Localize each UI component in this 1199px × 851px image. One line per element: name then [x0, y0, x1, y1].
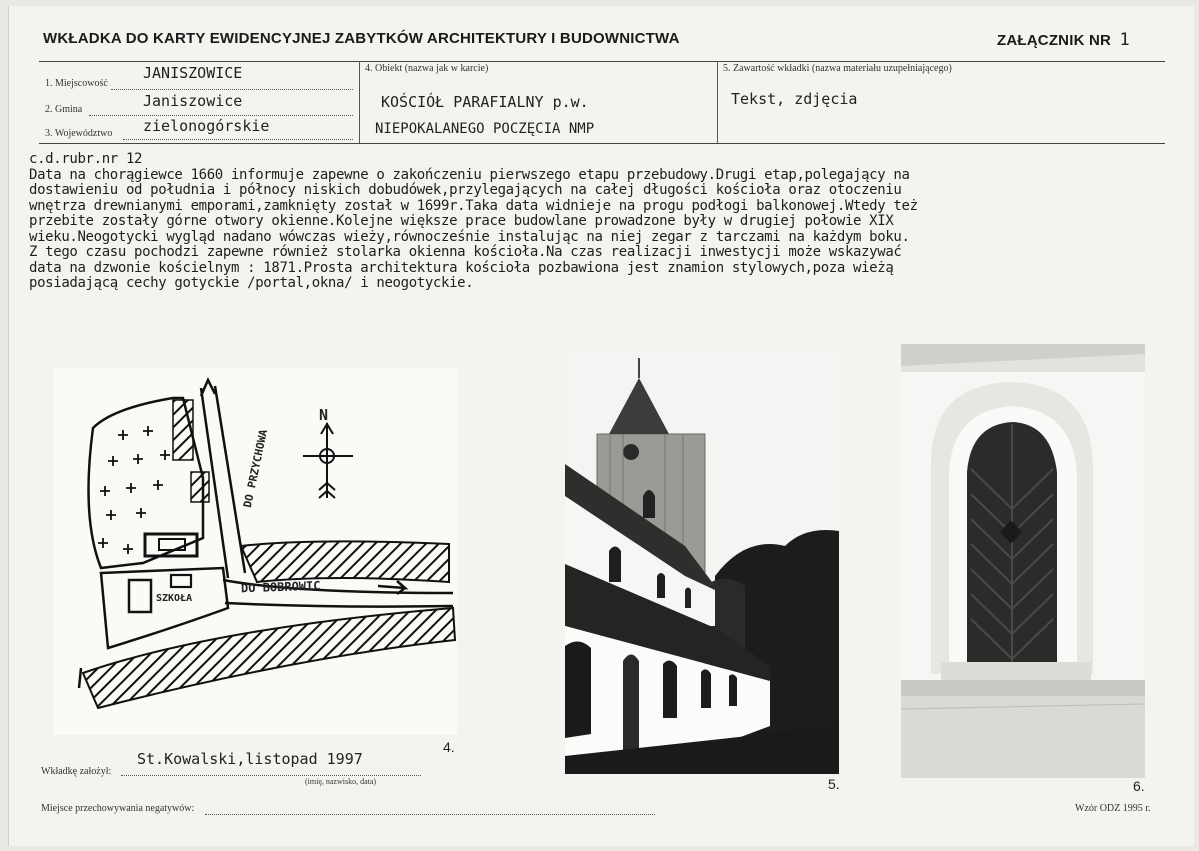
grid-divider-1 — [359, 61, 360, 143]
church-photo-drawing — [565, 346, 839, 774]
text-line: przebite zostały górne otwory okienne.Kolejne większe prace budowlane prowadzone były w drugiej połowie XIX — [29, 213, 894, 229]
photo1-number: 5. — [828, 776, 840, 792]
text-line: wieku.Neogotycki wygląd nadano wówczas wieży,równocześnie instalując na niej zegar z tarczami na każdym boku. — [29, 228, 910, 245]
negatives-dotline — [205, 813, 655, 815]
commune-value: Janiszowice — [143, 92, 243, 110]
form-code: Wzór ODZ 1995 r. — [1075, 803, 1151, 814]
hatched-lower-road — [83, 608, 455, 708]
photo2-number: 6. — [1133, 778, 1145, 794]
site-map-sketch — [53, 368, 457, 735]
grid-bottom-line — [39, 143, 1165, 144]
hatched-building — [173, 400, 193, 460]
north-compass-icon — [303, 423, 353, 498]
commune-dotline — [89, 114, 353, 116]
voivodeship-dotline — [123, 138, 353, 140]
voivodeship-label: 3. Województwo — [45, 128, 113, 139]
contents-label: 5. Zawartość wkładki (nazwa materiału uzupełniającego) — [723, 63, 952, 74]
author-dotline — [121, 774, 421, 776]
school-building — [129, 580, 151, 612]
contents-value: Tekst, zdjęcia — [731, 90, 858, 108]
author-value: St.Kowalski,listopad 1997 — [137, 750, 363, 768]
object-value-line1: KOŚCIÓŁ PARAFIALNY p.w. — [381, 93, 589, 111]
map-drawing — [53, 368, 457, 735]
map-number: 4. — [443, 739, 455, 755]
text-line: c.d.rubr.nr 12 — [29, 151, 143, 167]
text-line: Data na chorągiewce 1660 informuje zapewne o zakończeniu pierwszego etapu przebudowy.Drugi etap,polegający na — [29, 166, 910, 183]
church-exterior-photo — [565, 346, 839, 774]
arrow-north-road — [201, 380, 215, 396]
church-portal-photo — [901, 344, 1145, 778]
voivodeship-value: zielonogórskie — [143, 117, 270, 135]
author-hint: (imię, nazwisko, data) — [305, 777, 377, 786]
annex-label: ZAŁĄCZNIK NR 1 — [997, 30, 1130, 50]
object-value-line2: NIEPOKALANEGO POCZĘCIA NMP — [375, 121, 595, 137]
grid-divider-2 — [717, 61, 718, 143]
school-plot — [101, 568, 228, 648]
text-line: data na dzwonie kościelnym : 1871.Prosta architektura kościoła pozbawiona jest znamion stylowych,poza wieżą — [29, 259, 894, 276]
school-label: SZKOŁA — [156, 593, 193, 604]
author-label: Wkładkę założył: — [41, 766, 112, 777]
road-east-label: DO BOBROWIC — [240, 578, 321, 596]
portal-photo-drawing — [901, 344, 1145, 778]
text-line: Z tego czasu pochodzi zapewne również stolarka okienna kościoła.Na czas realizacji inwestycji może wskazywać — [29, 244, 902, 260]
negatives-label: Miejsce przechowywania negatywów: — [41, 803, 195, 814]
form-title: WKŁADKA DO KARTY EWIDENCYJNEJ ZABYTKÓW ARCHITEKTURY I BUDOWNICTWA — [43, 30, 680, 47]
hatched-building — [191, 472, 209, 502]
object-label: 4. Obiekt (nazwa jak w karcie) — [365, 63, 489, 74]
description-text — [29, 152, 918, 292]
north-label: N — [319, 406, 329, 424]
road-north-label: DO PRZYCHOWA — [241, 428, 271, 509]
grid-top-line — [39, 61, 1165, 62]
text-line: wnętrza drewnianymi emporami,zamknięty został w 1699r.Taka data widnieje na progu podłogi balkonowej.Wtedy też — [29, 197, 918, 214]
text-line: posiadającą cechy gotyckie /portal,okna/ i neogotyckie. — [29, 275, 474, 291]
record-card — [8, 6, 1194, 846]
commune-label: 2. Gmina — [45, 104, 83, 115]
locality-value: JANISZOWICE — [143, 64, 243, 82]
locality-dotline — [111, 88, 353, 90]
hatched-road-band — [241, 541, 449, 582]
locality-label: 1. Miejscowość — [45, 78, 108, 89]
text-line: dostawieniu od południa i północy niskich dobudówek,przylegających na całej długości kościoła oraz otoczeniu — [29, 182, 902, 198]
annex-number: 1 — [1119, 30, 1130, 50]
